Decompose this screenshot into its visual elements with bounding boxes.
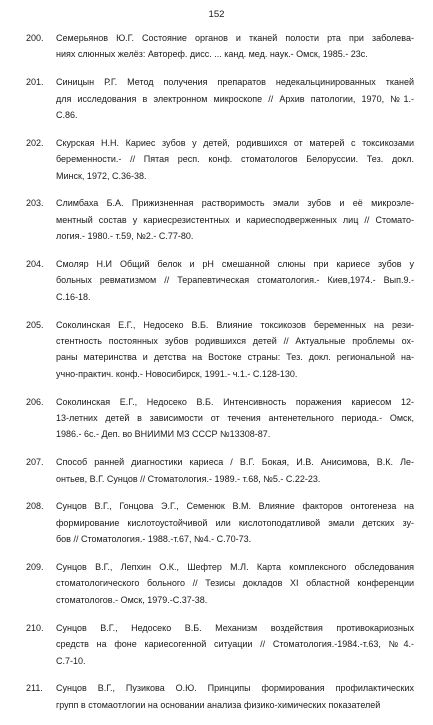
reference-line: Семерьянов Ю.Г. Состояние органов и тканей полости рта при заболева- [56, 33, 414, 43]
reference-number: 203. [26, 198, 44, 209]
reference-number: 206. [26, 396, 44, 407]
reference-line: Скурская Н.Н. Кариес зубов у детей, родившихся от матерей с токсикозами [56, 137, 414, 148]
reference-text [56, 30, 414, 63]
reference-text [56, 394, 414, 443]
reference-item [26, 559, 414, 608]
reference-item [26, 680, 414, 713]
reference-line: беременности.- // Пятая респ. конф. стоматологов Белоруссии. Тез. докл. [56, 154, 414, 165]
reference-text [56, 559, 414, 608]
reference-line: Сунцов В.Г., Пузикова О.Ю. Принципы формирования профилактических [56, 683, 414, 694]
reference-line: учно-практич. конф.- Новосибирск, 1991.- ч.1.- С.128-130. [56, 368, 298, 379]
reference-line: Соколинская Е.Г., Недосеко В.Б. Интенсивность поражения кариесом 12- [56, 396, 414, 407]
reference-item [26, 454, 414, 487]
reference-text [56, 317, 414, 383]
reference-line: ниях слюнных желёз: Автореф. дисс. ... канд. мед. наук.- Омск, 1985.- 23с. [56, 49, 368, 60]
reference-line: стоматологического больного // Тезисы докладов XI областной конференции [56, 578, 414, 589]
reference-number: 200. [26, 33, 44, 43]
reference-line: бов // Стоматология.- 1988.-т.67, №4.- С.70-73. [56, 534, 252, 545]
reference-line: Синицын Р.Г. Метод получения препаратов недекальцинированных тканей [56, 77, 414, 88]
page-number: 152 [208, 9, 225, 20]
reference-number: 201. [26, 77, 44, 88]
reference-line: логия.- 1980.- т.59, №2.- С.77-80. [56, 231, 194, 242]
reference-number: 209. [26, 562, 44, 573]
reference-number: 208. [26, 501, 44, 512]
reference-text [56, 454, 414, 487]
reference-item [26, 620, 414, 669]
reference-number: 207. [26, 457, 44, 468]
reference-line: больных ревматизмом // Терапевтическая стоматология.- Киев,1974.- Вып.9.- [56, 275, 414, 286]
reference-text [56, 195, 414, 244]
reference-item [26, 195, 414, 244]
reference-line: Сунцов В.Г., Гонцова Э.Г., Семенюк В.М. Влияние факторов онтогенеза на [56, 501, 414, 512]
reference-line: Соколинская Е.Г., Недосеко В.Б. Влияние токсикозов беременных на рези- [56, 319, 414, 330]
reference-line: Способ ранней диагностики кариеса / В.Г. Бокая, И.В. Анисимова, В.К. Ле- [56, 457, 414, 468]
reference-line: С.7-10. [56, 655, 86, 666]
reference-line: Слимбаха Б.А. Прижизненная растворимость эмали зубов и её микроэле- [56, 198, 414, 209]
reference-line: формирование кислотоустойчивой или кислотоподатливой эмали детских зу- [56, 517, 414, 528]
reference-line: стентность постоянных зубов родившихся детей // Актуальные проблемы ох- [56, 336, 414, 347]
reference-line: С.86. [56, 110, 78, 121]
reference-number: 202. [26, 137, 44, 148]
reference-line: групп в стомаотлогии на основании анализа физико-химических показателей [56, 699, 381, 710]
reference-item [26, 30, 414, 63]
reference-text [56, 256, 414, 305]
reference-line: Смоляр Н.И Общий белок и pH смешанной слюны при кариесе зубов у [56, 259, 414, 270]
reference-list [26, 30, 414, 725]
reference-line: стоматологов.- Омск, 1979.-С.37-38. [56, 594, 208, 605]
reference-line: 13-летних детей в зависимости от течения антенетельного периода.- Омск, [56, 413, 414, 424]
reference-number: 204. [26, 259, 44, 270]
reference-number: 211. [26, 683, 43, 694]
reference-text [56, 74, 414, 123]
reference-line: раны материнства и детства на Востоке страны: Тез. докл. региональной на- [56, 352, 414, 363]
reference-item [26, 394, 414, 443]
reference-item [26, 317, 414, 383]
reference-text [56, 498, 414, 547]
reference-line: онтьев, В.Г. Сунцов // Стоматология.- 1989.- т.68, №5.- С.22-23. [56, 473, 321, 484]
reference-item [26, 256, 414, 305]
reference-line: Сунцов В.Г., Лепхин О.К., Шефтер М.Л. Карта комплексного обследования [56, 562, 414, 573]
reference-item [26, 498, 414, 547]
reference-number: 205. [26, 319, 44, 330]
reference-line: ментный состав у кариесрезистентных и кариесподверженных лиц // Стомато- [56, 214, 414, 225]
reference-text [56, 680, 414, 713]
reference-text [56, 620, 414, 669]
reference-number: 210. [26, 622, 44, 633]
reference-item [26, 135, 414, 184]
reference-line: для исследования в электронном микроскопе // Архив патологии, 1970, №1.- [56, 93, 414, 104]
reference-line: С.16-18. [56, 291, 91, 302]
reference-text [56, 135, 414, 184]
reference-item [26, 74, 414, 123]
reference-line: 1986.- 6с.- Деп. во ВНИИМИ МЗ СССР №13308-87. [56, 429, 271, 440]
reference-line: средств на фоне кариесогенной ситуации // Стоматология.-1984.-т.63, №4.- [56, 639, 414, 650]
reference-line: Сунцов В.Г., Недосеко В.Б. Механизм воздействия противокариозных [56, 622, 414, 633]
reference-line: Минск, 1972, С.36-38. [56, 170, 147, 181]
